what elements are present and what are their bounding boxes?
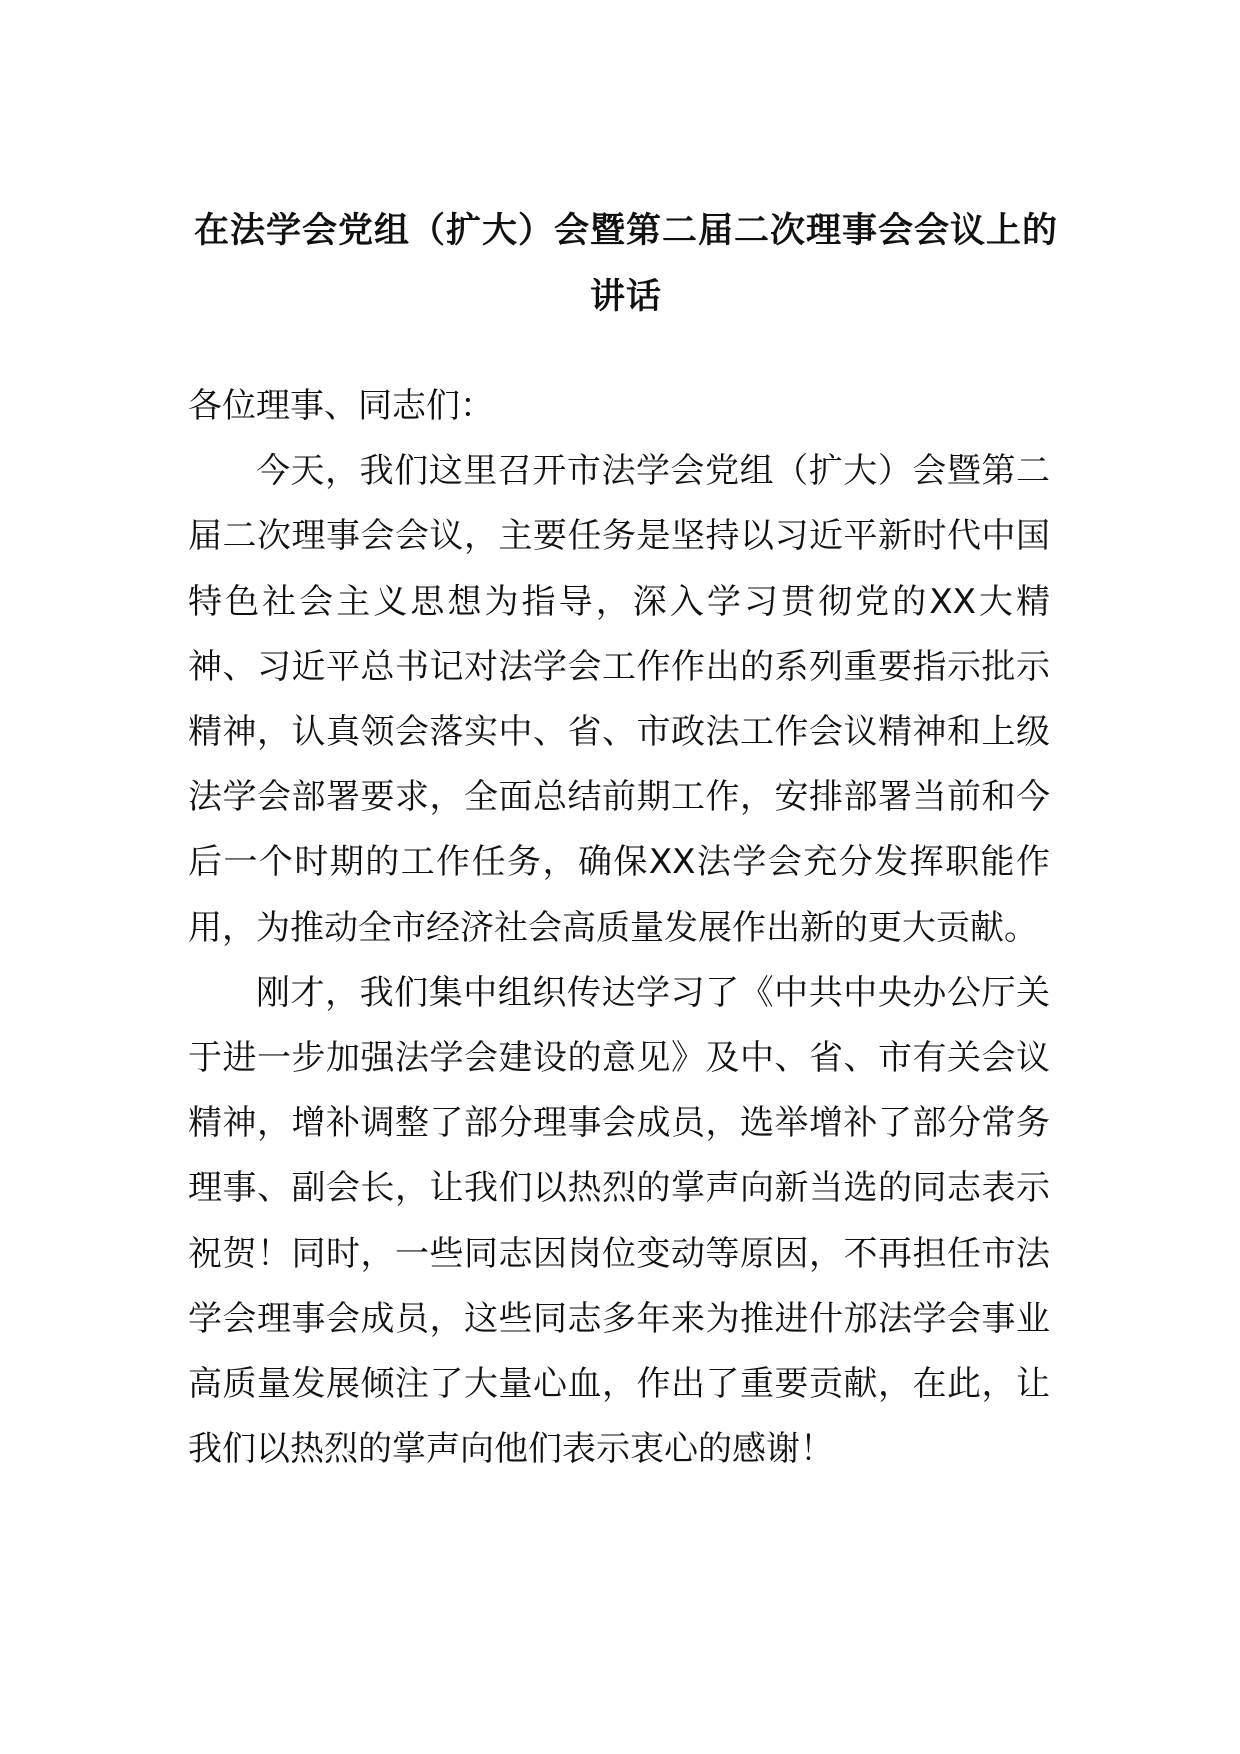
paragraph-opening: 今天，我们这里召开市法学会党组（扩大）会暨第二届二次理事会会议，主要任务是坚持以习近平新时代中国特色社会主义思想为指导，深入学习贯彻党的XX大精神、习近平总书记对法学会工作作出的系列重要指示批示精神，认真领会落实中、省、市政法工作会议精神和上级法学会部署要求，全面总结前期工作，安排部署当前和今后一个时期的工作任务，确保XX法学会充分发挥职能作用，为推动全市经济社会高质量发展作出新的更大贡献。 [188, 451, 1050, 948]
salutation: 各位理事、同志们： [188, 386, 494, 426]
document-title: 在法学会党组（扩大）会暨第二届二次理事会会议上的讲话 [193, 211, 1058, 317]
paragraph-congratulations: 刚才，我们集中组织传达学习了《中共中央办公厅关于进一步加强法学会建设的意见》及中、省、市有关会议精神，增补调整了部分理事会成员，选举增补了部分常务理事、副会长，让我们以热烈的掌声向新当选的同志表示祝贺！同时，一些同志因岗位变动等原因，不再担任市法学会理事会成员，这些同志多年来为推进什邡法学会事业高质量发展倾注了大量心血，作出了重要贡献，在此，让我们以热烈的掌声向他们表示衷心的感谢！ [188, 972, 1050, 1470]
document-body [188, 374, 1050, 1482]
